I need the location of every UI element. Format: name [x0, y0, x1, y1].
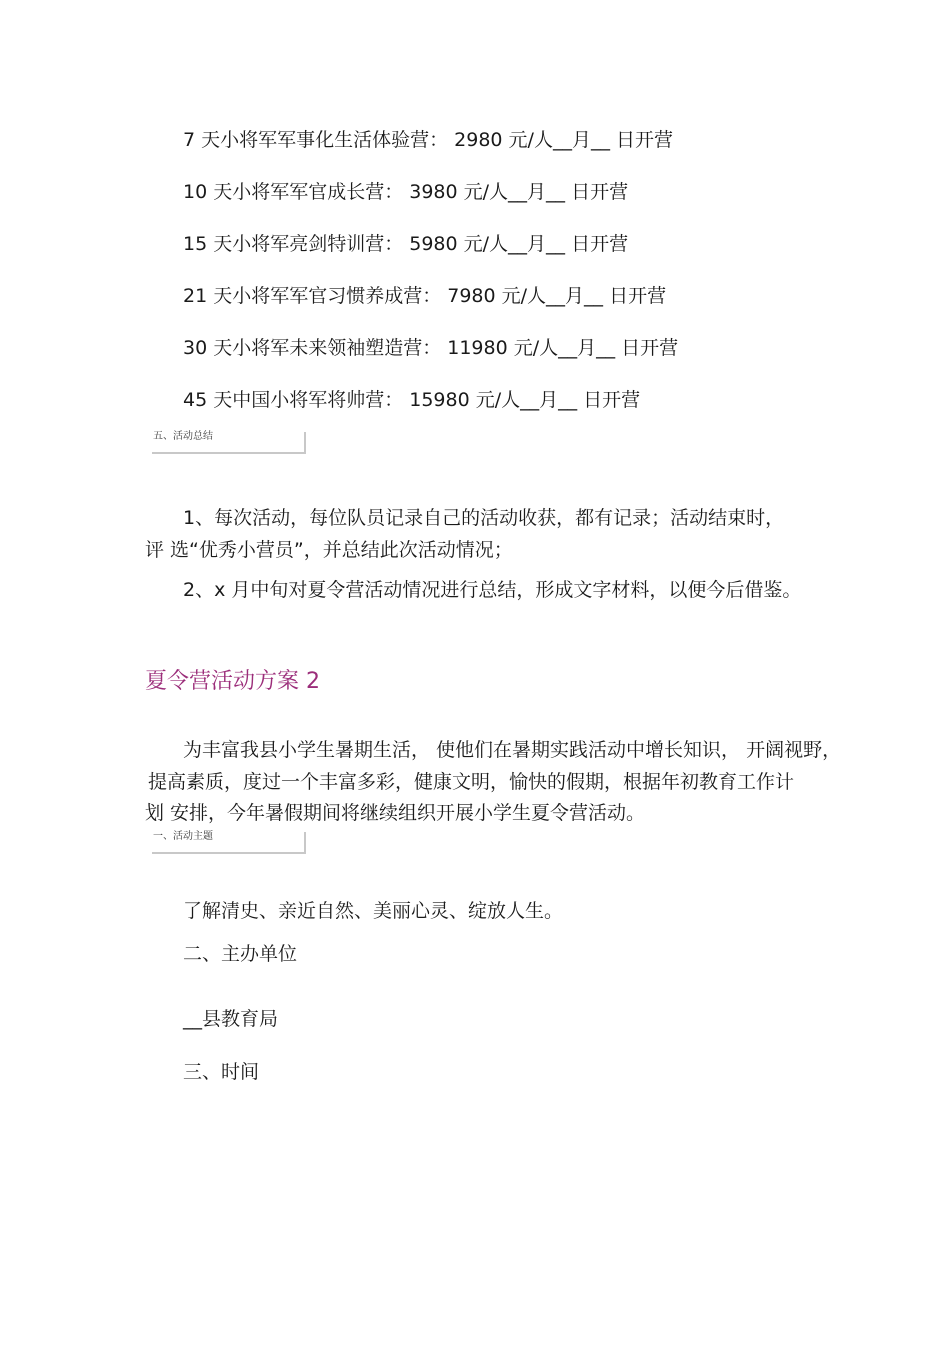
- camp-item-15-days: 15 天小将军亮剑特训营： 5980 元/人__月__ 日开营: [183, 233, 629, 255]
- camp-item-7-days: 7 天小将军军事化生活体验营： 2980 元/人__月__ 日开营: [183, 129, 674, 151]
- section-label-summary: [152, 432, 306, 454]
- summary-item-2: 2、x 月中旬对夏令营活动情况进行总结，形成文字材料，以便今后借鉴。: [183, 579, 802, 601]
- summary-item-1-line-2: 评 选“优秀小营员”，并总结此次活动情况；: [145, 539, 513, 561]
- plan-2-heading: 夏令营活动方案 2: [145, 669, 320, 694]
- intro-line-3: 划 安排，今年暑假期间将继续组织开展小学生夏令营活动。: [145, 802, 646, 824]
- theme-text: 了解清史、亲近自然、美丽心灵、绽放人生。: [183, 900, 564, 922]
- organizer-text: __县教育局: [183, 1008, 279, 1030]
- organizer-heading: 二、主办单位: [183, 943, 298, 965]
- intro-line-1: 为丰富我县小学生暑期生活， 使他们在暑期实践活动中增长知识， 开阔视野，: [183, 739, 842, 761]
- section-label-theme: [152, 832, 306, 854]
- camp-item-45-days: 45 天中国小将军将帅营： 15980 元/人__月__ 日开营: [183, 389, 641, 411]
- camp-item-21-days: 21 天小将军军官习惯养成营： 7980 元/人__月__ 日开营: [183, 285, 667, 307]
- camp-item-10-days: 10 天小将军军官成长营： 3980 元/人__月__ 日开营: [183, 181, 629, 203]
- camp-item-30-days: 30 天小将军未来领袖塑造营： 11980 元/人__月__ 日开营: [183, 337, 679, 359]
- time-heading: 三、时间: [183, 1061, 260, 1083]
- intro-line-2: 提高素质，度过一个丰富多彩，健康文明，愉快的假期，根据年初教育工作计: [148, 771, 795, 793]
- section-label-theme-text: 一、活动主题: [153, 831, 213, 842]
- section-label-summary-text: 五、活动总结: [153, 431, 213, 442]
- summary-item-1-line-1: 1、每次活动，每位队员记录自己的活动收获，都有记录；活动结束时，: [183, 507, 785, 529]
